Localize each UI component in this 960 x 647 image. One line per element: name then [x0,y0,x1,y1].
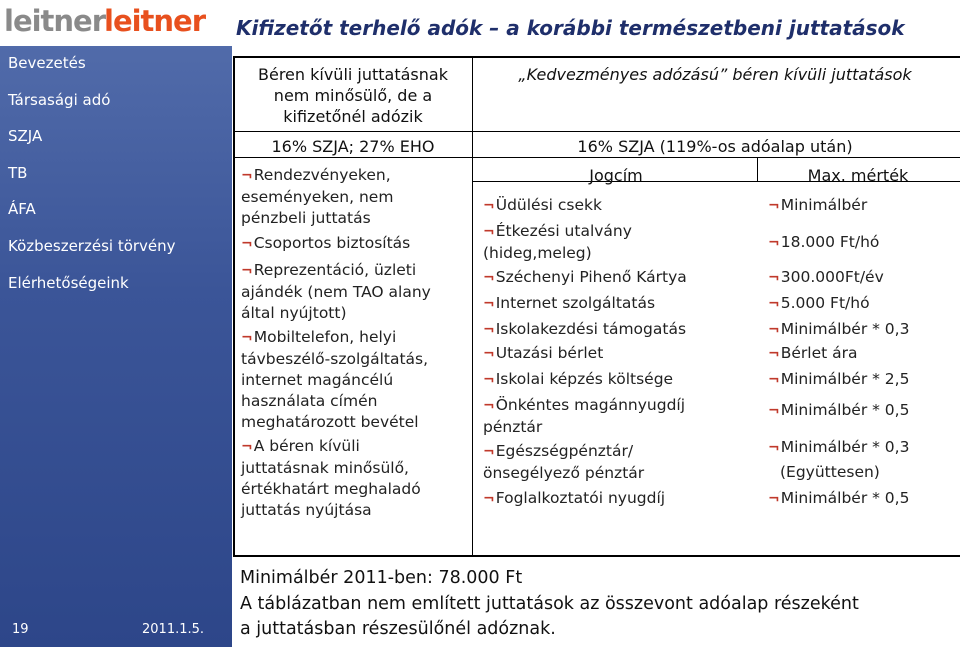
list-item [768,488,909,510]
list-item [241,233,469,255]
bullet-icon: ¬ [768,440,780,456]
bullet-icon: ¬ [768,198,780,214]
list-item [483,488,665,510]
list-item [483,319,686,341]
list-item-text: 5.000 Ft/hó [780,294,870,312]
table-divider-row2 [234,157,960,158]
list-item-text: Minimálbér [780,196,868,214]
bullet-icon: ¬ [483,296,495,312]
list-item [768,293,870,315]
table-divider-vertical [472,57,473,557]
bullet-icon: ¬ [483,270,495,286]
note-osszevont-line2: a juttatásban részesülőnél adóznak. [240,619,556,639]
sidebar [0,0,232,647]
list-item-text: Önkéntes magánnyugdíj [495,396,686,414]
list-item-text: Reprezentáció, üzleti [253,261,417,279]
right-header: „Kedvezményes adózású” béren kívüli juttatások [518,65,912,84]
list-item [768,369,909,391]
logo-text-primary: leitner [4,4,106,38]
list-item-text: Foglalkoztatói nyugdíj [495,489,666,507]
list-item [483,195,602,217]
list-item [241,165,469,229]
list-item-text: meghatározott bevétel [241,413,419,431]
list-item-text: eseményeken, nem [241,188,394,206]
list-item-text: Rendezvényeken, [253,166,391,184]
list-item [241,436,469,521]
list-item-text: juttatásnak minősülő, [241,459,409,477]
list-item-text: Minimálbér * 0,5 [780,401,910,419]
table-divider-row1 [234,131,960,132]
list-item-text: által nyújtott) [241,304,347,322]
sidebar-nav [8,52,228,308]
list-item [768,437,909,459]
list-item-text: (hideg,meleg) [483,244,592,262]
slide-date: 2011.1.5. [142,622,205,637]
list-item-text: Egészségpénztár/ [495,442,634,460]
note-osszevont-line1: A táblázatban nem említett juttatások az összevont adóalap részeként [240,594,859,614]
col-header-jogcim: Jogcím [589,166,643,185]
right-rate: 16% SZJA (119%-os adóalap után) [577,137,853,156]
col-header-max: Max. mérték [807,166,909,185]
note-minimalber: Minimálbér 2011-ben: 78.000 Ft [240,568,523,588]
bullet-icon: ¬ [483,372,495,388]
slide-number: 19 [12,622,29,637]
bullet-icon: ¬ [768,296,780,312]
sidebar-item-szja[interactable]: SZJA [8,127,43,146]
sidebar-item-elerhetosegeink[interactable]: Elérhetőségeink [8,273,129,292]
bullet-icon: ¬ [241,168,253,184]
list-item-text: Széchenyi Pihenő Kártya [495,268,687,286]
left-header-line: kifizetőnél adózik [283,107,423,126]
list-item [483,293,655,315]
left-header-line: Béren kívüli juttatásnak [258,65,448,84]
sidebar-item-kozbeszerzes[interactable]: Közbeszerzési törvény [8,236,176,255]
list-item [483,441,644,484]
list-item-text: Internet szolgáltatás [495,294,656,312]
list-item-text: Minimálbér * 0,5 [780,489,910,507]
bullet-icon: ¬ [483,346,495,362]
bullet-icon: ¬ [241,263,253,279]
table-divider-header [757,157,758,181]
bullet-icon: ¬ [483,224,495,240]
bullet-icon: ¬ [483,491,495,507]
bullet-icon: ¬ [768,235,780,251]
list-item [483,343,603,365]
list-item-text: Iskolai képzés költsége [495,370,674,388]
list-item-text: Mobiltelefon, helyi [253,328,397,346]
list-item [768,195,867,217]
list-item-text: 300.000Ft/év [780,268,884,286]
list-item-text: használata címén [241,392,378,410]
list-item-text: pénztár [483,418,543,436]
list-item-text: Étkezési utalvány [495,222,632,240]
left-header [236,64,470,127]
list-item-text: ajándék (nem TAO alany [241,283,431,301]
list-item [768,267,884,289]
bullet-icon: ¬ [768,322,780,338]
list-item [483,369,673,391]
left-header-line: nem minősülő, de a [273,86,433,105]
sidebar-item-bevezetes[interactable]: Bevezetés [8,54,86,72]
bullet-icon: ¬ [768,491,780,507]
list-item-text: értékhatárt meghaladó [241,480,421,498]
bullet-icon: ¬ [241,236,253,252]
list-item-text: Minimálbér * 0,3 [780,438,910,456]
bullet-icon: ¬ [483,444,495,460]
list-item [768,400,909,422]
list-item-text: Iskolakezdési támogatás [495,320,687,338]
list-item-text: Utazási bérlet [495,344,604,362]
bullet-icon: ¬ [483,198,495,214]
list-item-text: internet magáncélú [241,371,394,389]
list-item-text: juttatás nyújtása [241,501,372,519]
list-item [241,327,469,433]
left-rate: 16% SZJA; 27% EHO [271,137,435,156]
list-item [768,319,909,341]
list-item-text: Minimálbér * 2,5 [780,370,910,388]
bullet-icon: ¬ [241,330,253,346]
list-item-text: önsegélyező pénztár [483,464,645,482]
list-item-text: (Együttesen) [780,463,880,481]
list-item [241,260,469,324]
sidebar-item-tarsasagi-ado[interactable]: Társasági adó [8,90,111,109]
list-item [483,395,685,438]
logo [0,0,232,46]
bullet-icon: ¬ [483,322,495,338]
sidebar-item-afa[interactable]: ÁFA [8,200,36,219]
sidebar-item-tb[interactable]: TB [8,163,28,182]
list-item-text: Csoportos biztosítás [253,234,411,252]
logo-text-accent: leitner [104,4,206,38]
list-item-text: Bérlet ára [780,344,858,362]
bullet-icon: ¬ [483,398,495,414]
list-item-text: pénzbeli juttatás [241,209,371,227]
page-title: Kifizetőt terhelő adók – a korábbi természetbeni juttatások [236,16,905,40]
list-item [483,267,687,289]
list-item-text: távbeszélő-szolgáltatás, [241,350,429,368]
bullet-icon: ¬ [768,372,780,388]
bullet-icon: ¬ [768,270,780,286]
list-item-text: A béren kívüli [253,437,360,455]
list-item [768,232,879,254]
list-item-text: 18.000 Ft/hó [780,233,880,251]
bullet-icon: ¬ [768,403,780,419]
bullet-icon: ¬ [241,439,253,455]
list-item [768,343,858,365]
list-item [483,221,632,264]
bullet-icon: ¬ [768,346,780,362]
list-item-text: Üdülési csekk [495,196,602,214]
list-item-text: Minimálbér * 0,3 [780,320,910,338]
